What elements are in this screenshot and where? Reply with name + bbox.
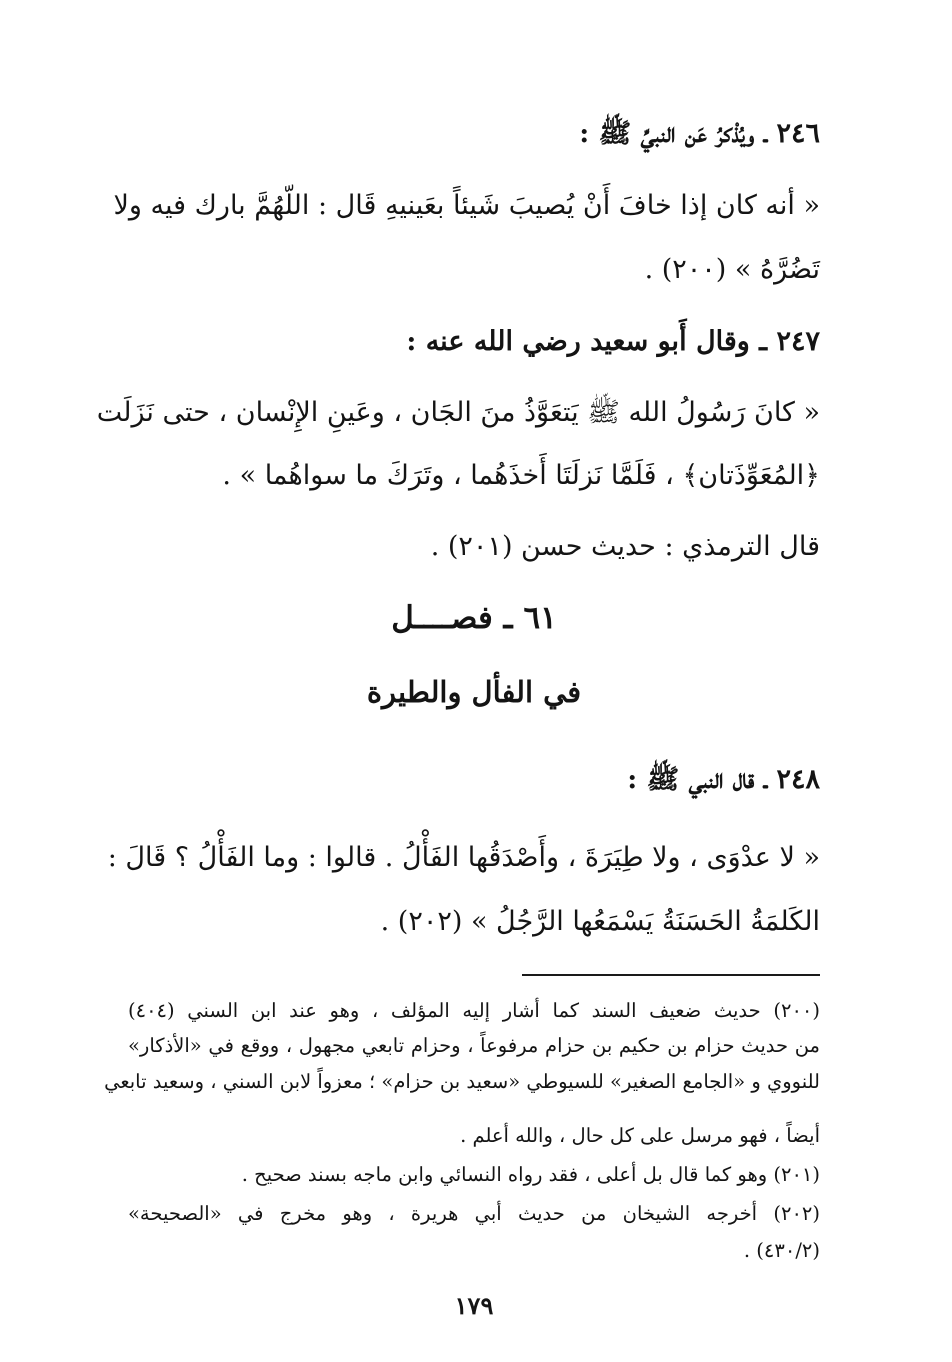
footnote-202-line-2: (٤٣٠/٢) . [743,1239,820,1262]
footnote-200-line-2: من حديث حزام بن حكيم بن حزام مرفوعاً ، وحزام تابعي مجهول ، ووقع في «الأذكار» [128,1034,820,1057]
footnote-202-line-1: (٢٠٢) أخرجه الشيخان من حديث أبي هريرة ، وهو مخرج في «الصحيحة» [128,1202,820,1225]
section-subtitle: في الفأل والطيرة [366,675,582,709]
hadith-248-text-line-1: « لا عدْوَى ، ولا طِيَرَةَ ، وأَصْدَقُها الفَأْلُ . قالوا : وما الفَأْلُ ؟ قَالَ : [107,842,820,873]
hadith-246-text-line-1: « أنه كان إذا خافَ أَنْ يُصيبَ شَيئاً بعَينيهِ قَال : اللّهُمَّ بارك فيه ولا [113,190,820,221]
hadith-246-heading: ٢٤٦ ـ ويُذْكرُ عَن النبيِّ ﷺ : [579,118,820,149]
tirmidhi-grading: قال الترمذي : حديث حسن (٢٠١) . [430,531,820,562]
footnote-200-line-1: (٢٠٠) حديث ضعيف السند كما أشار إليه المؤلف ، وهو عند ابن السني (٤٠٤) [128,999,820,1022]
hadith-246-text-line-2: تَضُرَّهُ » (٢٠٠) . [644,254,820,285]
footnote-200-line-3: للنووي و «الجامع الصغير» للسيوطي «سعيد بن حزام» ؛ معزواً لابن السني ، وسعيد تابعي [104,1070,820,1093]
footnote-200-line-4: أيضاً ، فهو مرسل على كل حال ، والله أعلم . [460,1124,820,1147]
book-page [96,0,820,1362]
hadith-248-heading: ٢٤٨ ـ قال النبي ﷺ : [627,764,820,795]
hadith-247-heading: ٢٤٧ ـ وقال أَبو سعيد رضي الله عنه : [406,326,820,357]
footnote-201: (٢٠١) وهو كما قال بل أعلى ، فقد رواه النسائي وابن ماجه بسند صحيح . [241,1163,820,1186]
hadith-247-text-line-1: « كانَ رَسُولُ الله ﷺ يَتعَوَّذُ منَ الجَان ، وعَينِ الإِنْسان ، حتى نَزَلَت [96,397,820,428]
page-number: ١٧٩ [454,1291,494,1320]
section-title: ٦١ ـ فصــــل [391,600,557,636]
footnote-separator [522,974,820,976]
hadith-247-text-line-2: ﴿المُعَوِّذَتان﴾ ، فَلَمَّا نَزلَتَا أَخذَهُما ، وتَرَكَ ما سواهُما » . [222,460,820,491]
hadith-248-text-line-2: الكَلمَةُ الحَسَنَةُ يَسْمَعُها الرَّجُلُ » (٢٠٢) . [380,906,820,937]
